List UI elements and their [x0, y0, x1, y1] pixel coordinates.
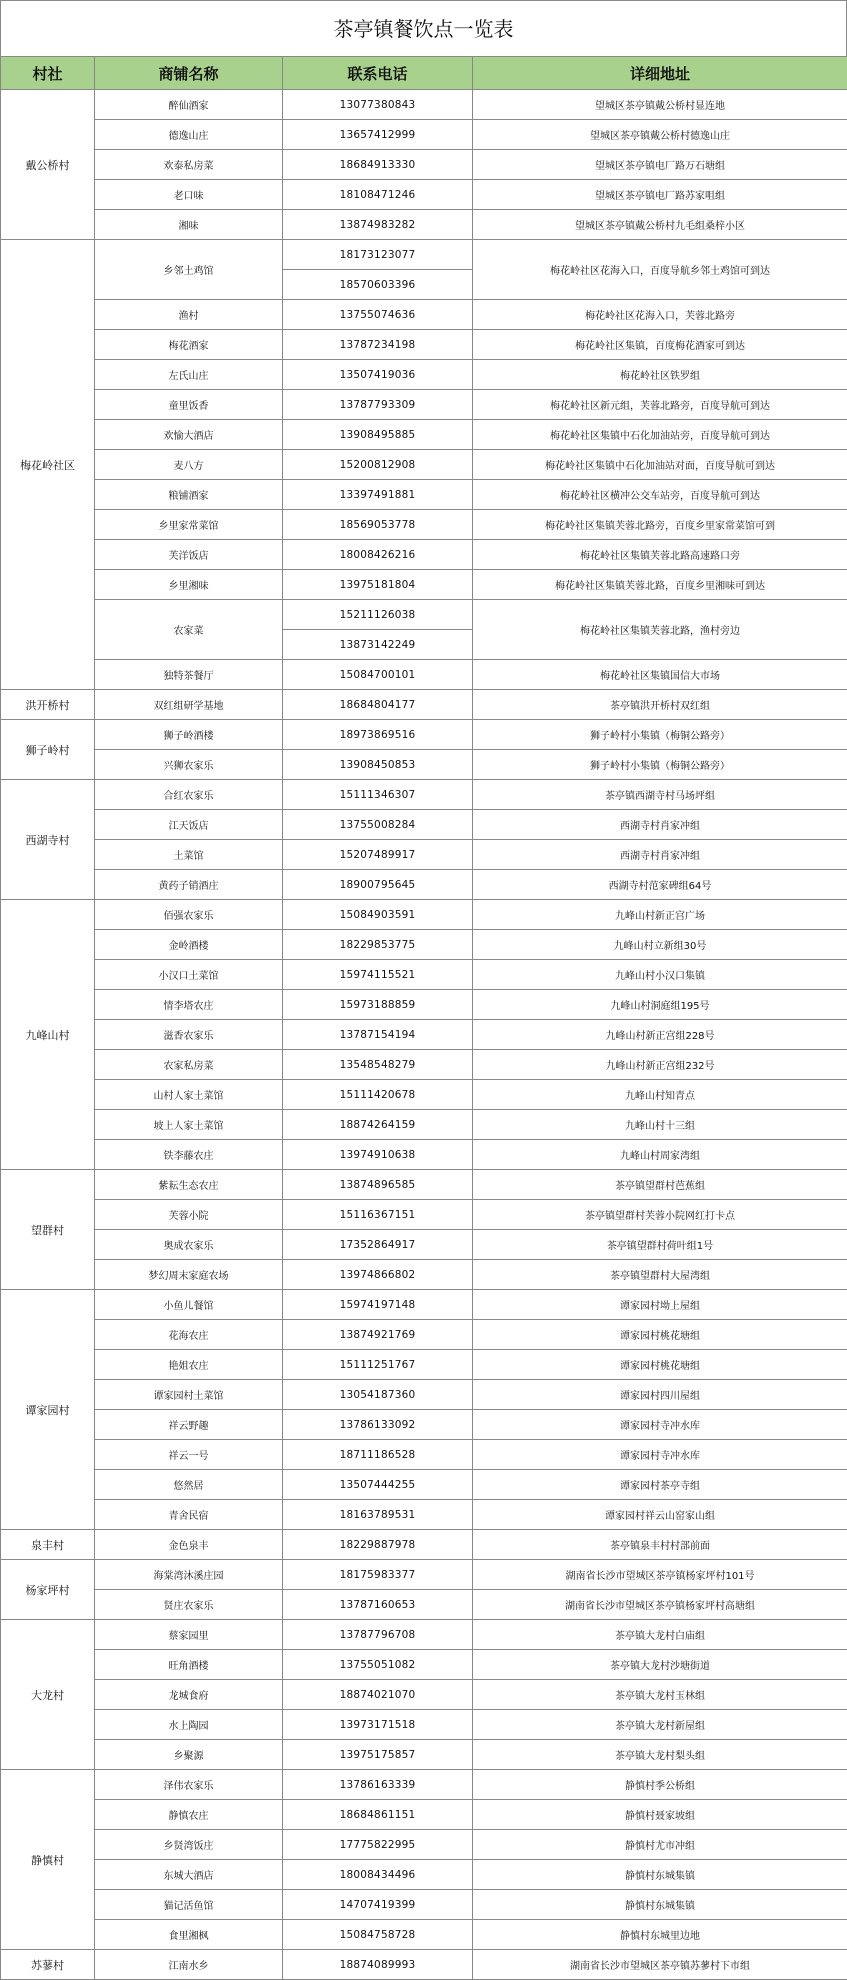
address-cell: 静慎村东城集镇: [473, 1860, 847, 1890]
shop-name-cell: 食里湘枫: [95, 1920, 283, 1950]
table-row: [1, 1650, 847, 1680]
shop-name-cell: 海棠湾沐溪庄园: [95, 1560, 283, 1590]
address-cell: 狮子岭村小集镇（梅铜公路旁）: [473, 750, 847, 780]
address-cell: 茶亭镇大龙村梨头组: [473, 1740, 847, 1770]
village-cell: 洪开桥村: [1, 690, 95, 720]
address-cell: 梅花岭社区集镇中石化加油站旁，百度导航可到达: [473, 420, 847, 450]
table-body: [1, 90, 847, 1980]
table-row: [1, 870, 847, 900]
phone-cell: 13077380843: [283, 90, 473, 120]
address-cell: 九峰山村十三组: [473, 1110, 847, 1140]
address-cell: 九峰山村洞庭组195号: [473, 990, 847, 1020]
phone-cell: 13787793309: [283, 390, 473, 420]
table-row: [1, 1740, 847, 1770]
table-row: [1, 1020, 847, 1050]
table-row: [1, 660, 847, 690]
table-row: [1, 1710, 847, 1740]
village-cell: 梅花岭社区: [1, 240, 95, 690]
phone-cell: 13786163339: [283, 1770, 473, 1800]
phone-cell: 14707419399: [283, 1890, 473, 1920]
shop-name-cell: 江天饭店: [95, 810, 283, 840]
table-row: [1, 1260, 847, 1290]
table-row: [1, 240, 847, 270]
address-cell: 望城区茶亭镇戴公桥村显连地: [473, 90, 847, 120]
table-row: [1, 720, 847, 750]
address-cell: 梅花岭社区花海入口，芙蓉北路旁: [473, 300, 847, 330]
shop-name-cell: 旺角酒楼: [95, 1650, 283, 1680]
phone-cell: 15207489917: [283, 840, 473, 870]
header-shop-name: 商铺名称: [95, 57, 283, 90]
table-row: [1, 1920, 847, 1950]
table-row: [1, 1110, 847, 1140]
phone-cell: 18569053778: [283, 510, 473, 540]
address-cell: 望城区茶亭镇电厂路万石塘组: [473, 150, 847, 180]
phone-cell: 13507444255: [283, 1470, 473, 1500]
village-cell: 大龙村: [1, 1620, 95, 1770]
shop-name-cell: 双红组研学基地: [95, 690, 283, 720]
phone-cell: 13755074636: [283, 300, 473, 330]
header-phone: 联系电话: [283, 57, 473, 90]
phone-cell: 13874896585: [283, 1170, 473, 1200]
table-row: [1, 1230, 847, 1260]
village-cell: 望群村: [1, 1170, 95, 1290]
shop-name-cell: 紫耘生态农庄: [95, 1170, 283, 1200]
shop-name-cell: 乡邻土鸡馆: [95, 240, 283, 300]
address-cell: 湖南省长沙市望城区茶亭镇杨家坪村101号: [473, 1560, 847, 1590]
phone-cell: 13548548279: [283, 1050, 473, 1080]
header-address: 详细地址: [473, 57, 847, 90]
table-row: [1, 1620, 847, 1650]
table-row: [1, 1350, 847, 1380]
table-row: [1, 1440, 847, 1470]
phone-cell: 18175983377: [283, 1560, 473, 1590]
table-row: [1, 990, 847, 1020]
shop-name-cell: 滋香农家乐: [95, 1020, 283, 1050]
address-cell: 静慎村聂家坡组: [473, 1800, 847, 1830]
phone-cell: 13908450853: [283, 750, 473, 780]
shop-name-cell: 谭家园村土菜馆: [95, 1380, 283, 1410]
address-cell: 茶亭镇望群村芭蕉组: [473, 1170, 847, 1200]
shop-name-cell: 黄药子销酒庄: [95, 870, 283, 900]
table-row: [1, 150, 847, 180]
shop-name-cell: 芙蓉小院: [95, 1200, 283, 1230]
phone-cell: 13874921769: [283, 1320, 473, 1350]
shop-name-cell: 乡聚源: [95, 1740, 283, 1770]
table-row: [1, 210, 847, 240]
phone-cell: 18173123077: [283, 240, 473, 270]
address-cell: 茶亭镇望群村大屋湾组: [473, 1260, 847, 1290]
address-cell: 梅花岭社区集镇芙蓉北路高速路口旁: [473, 540, 847, 570]
address-cell: 谭家园村坳上屋组: [473, 1290, 847, 1320]
shop-name-cell: 祥云野趣: [95, 1410, 283, 1440]
village-cell: 戴公桥村: [1, 90, 95, 240]
shop-name-cell: 小汉口土菜馆: [95, 960, 283, 990]
phone-cell: 18684913330: [283, 150, 473, 180]
table-row: [1, 1680, 847, 1710]
table-row: [1, 510, 847, 540]
address-cell: 静慎村东城里边地: [473, 1920, 847, 1950]
address-cell: 静慎村尤市冲组: [473, 1830, 847, 1860]
header-row: [1, 57, 847, 90]
shop-name-cell: 水上陶园: [95, 1710, 283, 1740]
table-row: [1, 1470, 847, 1500]
phone-cell: 13786133092: [283, 1410, 473, 1440]
phone-cell: 13974866802: [283, 1260, 473, 1290]
shop-name-cell: 麦八方: [95, 450, 283, 480]
phone-cell: 13973171518: [283, 1710, 473, 1740]
shop-name-cell: 泽伟农家乐: [95, 1770, 283, 1800]
phone-cell: 18229887978: [283, 1530, 473, 1560]
table-row: [1, 1050, 847, 1080]
shop-name-cell: 醉仙酒家: [95, 90, 283, 120]
phone-cell: 13397491881: [283, 480, 473, 510]
phone-cell: 13974910638: [283, 1140, 473, 1170]
address-cell: 梅花岭社区横冲公交车站旁，百度导航可到达: [473, 480, 847, 510]
shop-name-cell: 艳姐农庄: [95, 1350, 283, 1380]
village-cell: 杨家坪村: [1, 1560, 95, 1620]
table-row: [1, 1140, 847, 1170]
phone-cell: 18008426216: [283, 540, 473, 570]
phone-cell: 18874021070: [283, 1680, 473, 1710]
table-row: [1, 600, 847, 630]
table-row: [1, 1500, 847, 1530]
address-cell: 梅花岭社区集镇国信大市场: [473, 660, 847, 690]
shop-name-cell: 粮铺酒家: [95, 480, 283, 510]
phone-cell: 18163789531: [283, 1500, 473, 1530]
shop-name-cell: 农家私房菜: [95, 1050, 283, 1080]
table-row: [1, 840, 847, 870]
phone-cell: 15084758728: [283, 1920, 473, 1950]
address-cell: 谭家园村茶亭寺组: [473, 1470, 847, 1500]
shop-name-cell: 山村人家土菜馆: [95, 1080, 283, 1110]
address-cell: 谭家园村寺冲水库: [473, 1440, 847, 1470]
table-row: [1, 780, 847, 810]
address-cell: 望城区茶亭镇电厂路苏家咀组: [473, 180, 847, 210]
shop-name-cell: 龙城食府: [95, 1680, 283, 1710]
phone-cell: 13874983282: [283, 210, 473, 240]
phone-cell: 13975181804: [283, 570, 473, 600]
village-cell: 谭家园村: [1, 1290, 95, 1530]
phone-cell: 18874264159: [283, 1110, 473, 1140]
phone-cell: 15116367151: [283, 1200, 473, 1230]
shop-name-cell: 芙洋饭店: [95, 540, 283, 570]
table-row: [1, 450, 847, 480]
phone-cell: 15974115521: [283, 960, 473, 990]
address-cell: 梅花岭社区集镇芙蓉北路旁，百度乡里家常菜馆可到: [473, 510, 847, 540]
address-cell: 茶亭镇望群村荷叶组1号: [473, 1230, 847, 1260]
village-cell: 九峰山村: [1, 900, 95, 1170]
table-row: [1, 1590, 847, 1620]
phone-cell: 15084700101: [283, 660, 473, 690]
phone-cell: 13873142249: [283, 630, 473, 660]
address-cell: 茶亭镇泉丰村村部前面: [473, 1530, 847, 1560]
shop-name-cell: 蔡家园里: [95, 1620, 283, 1650]
shop-name-cell: 金岭酒楼: [95, 930, 283, 960]
shop-name-cell: 左氏山庄: [95, 360, 283, 390]
shop-name-cell: 德逸山庄: [95, 120, 283, 150]
address-cell: 望城区茶亭镇戴公桥村德逸山庄: [473, 120, 847, 150]
shop-name-cell: 坡上人家土菜馆: [95, 1110, 283, 1140]
table-row: [1, 1830, 847, 1860]
phone-cell: 13787154194: [283, 1020, 473, 1050]
phone-cell: 13787234198: [283, 330, 473, 360]
address-cell: 茶亭镇洪开桥村双红组: [473, 690, 847, 720]
phone-cell: 18570603396: [283, 270, 473, 300]
address-cell: 茶亭镇大龙村白庙组: [473, 1620, 847, 1650]
address-cell: 九峰山村新正宫广场: [473, 900, 847, 930]
phone-cell: 18684861151: [283, 1800, 473, 1830]
shop-name-cell: 乡里家常菜馆: [95, 510, 283, 540]
phone-cell: 18108471246: [283, 180, 473, 210]
table-row: [1, 480, 847, 510]
address-cell: 湖南省长沙市望城区茶亭镇苏蓼村下市组: [473, 1950, 847, 1980]
shop-name-cell: 欢泰私房菜: [95, 150, 283, 180]
phone-cell: 13507419036: [283, 360, 473, 390]
address-cell: 谭家园村桃花塘组: [473, 1320, 847, 1350]
address-cell: 狮子岭村小集镇（梅铜公路旁）: [473, 720, 847, 750]
phone-cell: 13908495885: [283, 420, 473, 450]
shop-name-cell: 奥成农家乐: [95, 1230, 283, 1260]
shop-name-cell: 狮子岭酒楼: [95, 720, 283, 750]
table-row: [1, 900, 847, 930]
phone-cell: 13657412999: [283, 120, 473, 150]
shop-name-cell: 东城大酒店: [95, 1860, 283, 1890]
table-row: [1, 1080, 847, 1110]
table-row: [1, 180, 847, 210]
shop-name-cell: 猫记活鱼馆: [95, 1890, 283, 1920]
shop-name-cell: 农家菜: [95, 600, 283, 660]
address-cell: 九峰山村知青点: [473, 1080, 847, 1110]
address-cell: 谭家园村桃花塘组: [473, 1350, 847, 1380]
table-row: [1, 570, 847, 600]
phone-cell: 18229853775: [283, 930, 473, 960]
phone-cell: 15111251767: [283, 1350, 473, 1380]
table-row: [1, 1410, 847, 1440]
address-cell: 静慎村东城集镇: [473, 1890, 847, 1920]
phone-cell: 13755008284: [283, 810, 473, 840]
address-cell: 梅花岭社区集镇芙蓉北路，百度乡里湘味可到达: [473, 570, 847, 600]
table-row: [1, 1200, 847, 1230]
shop-name-cell: 乡贤湾饭庄: [95, 1830, 283, 1860]
phone-cell: 15200812908: [283, 450, 473, 480]
table-row: [1, 810, 847, 840]
table-row: [1, 360, 847, 390]
shop-name-cell: 童里饭香: [95, 390, 283, 420]
phone-cell: 18008434496: [283, 1860, 473, 1890]
table-row: [1, 1950, 847, 1980]
village-cell: 静慎村: [1, 1770, 95, 1950]
phone-cell: 13755051082: [283, 1650, 473, 1680]
shop-name-cell: 欢愉大酒店: [95, 420, 283, 450]
address-cell: 九峰山村新正宫组228号: [473, 1020, 847, 1050]
shop-name-cell: 贤庄农家乐: [95, 1590, 283, 1620]
table-row: [1, 120, 847, 150]
address-cell: 湖南省长沙市望城区茶亭镇杨家坪村高塘组: [473, 1590, 847, 1620]
address-cell: 静慎村季公桥组: [473, 1770, 847, 1800]
table-row: [1, 1770, 847, 1800]
address-cell: 谭家园村寺冲水库: [473, 1410, 847, 1440]
phone-cell: 13975175857: [283, 1740, 473, 1770]
shop-name-cell: 铁李藤农庄: [95, 1140, 283, 1170]
table-row: [1, 1890, 847, 1920]
address-cell: 茶亭镇大龙村玉林组: [473, 1680, 847, 1710]
header-village: 村社: [1, 57, 95, 90]
address-cell: 茶亭镇大龙村沙塘街道: [473, 1650, 847, 1680]
table-row: [1, 300, 847, 330]
address-cell: 梅花岭社区花海入口，百度导航乡邻土鸡馆可到达: [473, 240, 847, 300]
shop-name-cell: 湘味: [95, 210, 283, 240]
address-cell: 西湖寺村肖家冲组: [473, 810, 847, 840]
phone-cell: 18684804177: [283, 690, 473, 720]
shop-name-cell: 渔村: [95, 300, 283, 330]
phone-cell: 15974197148: [283, 1290, 473, 1320]
restaurant-table: [0, 56, 847, 1980]
address-cell: 茶亭镇大龙村新屋组: [473, 1710, 847, 1740]
phone-cell: 18900795645: [283, 870, 473, 900]
address-cell: 梅花岭社区集镇芙蓉北路，渔村旁边: [473, 600, 847, 660]
table-row: [1, 1170, 847, 1200]
address-cell: 望城区茶亭镇戴公桥村九毛组桑梓小区: [473, 210, 847, 240]
shop-name-cell: 梅花酒家: [95, 330, 283, 360]
address-cell: 梅花岭社区集镇，百度梅花酒家可到达: [473, 330, 847, 360]
shop-name-cell: 江南水乡: [95, 1950, 283, 1980]
village-cell: 苏蓼村: [1, 1950, 95, 1980]
phone-cell: 15211126038: [283, 600, 473, 630]
phone-cell: 17775822995: [283, 1830, 473, 1860]
address-cell: 梅花岭社区新元组，芙蓉北路旁，百度导航可到达: [473, 390, 847, 420]
shop-name-cell: 金色泉丰: [95, 1530, 283, 1560]
shop-name-cell: 乡里湘味: [95, 570, 283, 600]
address-cell: 西湖寺村范家碑组64号: [473, 870, 847, 900]
phone-cell: 15111420678: [283, 1080, 473, 1110]
phone-cell: 15111346307: [283, 780, 473, 810]
address-cell: 九峰山村周家湾组: [473, 1140, 847, 1170]
shop-name-cell: 青舍民宿: [95, 1500, 283, 1530]
address-cell: 九峰山村立新组30号: [473, 930, 847, 960]
phone-cell: 13054187360: [283, 1380, 473, 1410]
phone-cell: 13787160653: [283, 1590, 473, 1620]
address-cell: 梅花岭社区铁罗组: [473, 360, 847, 390]
shop-name-cell: 梦幻周末家庭农场: [95, 1260, 283, 1290]
address-cell: 谭家园村祥云山窑家山组: [473, 1500, 847, 1530]
address-cell: 谭家园村四川屋组: [473, 1380, 847, 1410]
table-row: [1, 1320, 847, 1350]
address-cell: 九峰山村小汉口集镇: [473, 960, 847, 990]
table-row: [1, 690, 847, 720]
address-cell: 茶亭镇望群村芙蓉小院网红打卡点: [473, 1200, 847, 1230]
shop-name-cell: 老口味: [95, 180, 283, 210]
shop-name-cell: 土菜馆: [95, 840, 283, 870]
shop-name-cell: 小鱼儿餐馆: [95, 1290, 283, 1320]
shop-name-cell: 独特茶餐厅: [95, 660, 283, 690]
shop-name-cell: 佰强农家乐: [95, 900, 283, 930]
address-cell: 西湖寺村肖家冲组: [473, 840, 847, 870]
address-cell: 梅花岭社区集镇中石化加油站对面，百度导航可到达: [473, 450, 847, 480]
table-row: [1, 1290, 847, 1320]
shop-name-cell: 合红农家乐: [95, 780, 283, 810]
table-row: [1, 930, 847, 960]
shop-name-cell: 祥云一号: [95, 1440, 283, 1470]
village-cell: 狮子岭村: [1, 720, 95, 780]
address-cell: 九峰山村新正宫组232号: [473, 1050, 847, 1080]
table-row: [1, 1800, 847, 1830]
shop-name-cell: 静慎农庄: [95, 1800, 283, 1830]
table-row: [1, 90, 847, 120]
table-row: [1, 390, 847, 420]
table-row: [1, 420, 847, 450]
table-row: [1, 540, 847, 570]
phone-cell: 15973188859: [283, 990, 473, 1020]
shop-name-cell: 情李塔农庄: [95, 990, 283, 1020]
village-cell: 泉丰村: [1, 1530, 95, 1560]
page-title: 茶亭镇餐饮点一览表: [0, 0, 847, 56]
phone-cell: 18711186528: [283, 1440, 473, 1470]
table-row: [1, 1530, 847, 1560]
shop-name-cell: 悠然居: [95, 1470, 283, 1500]
table-row: [1, 1560, 847, 1590]
phone-cell: 15084903591: [283, 900, 473, 930]
table-row: [1, 750, 847, 780]
phone-cell: 13787796708: [283, 1620, 473, 1650]
shop-name-cell: 花海农庄: [95, 1320, 283, 1350]
table-row: [1, 1860, 847, 1890]
phone-cell: 18973869516: [283, 720, 473, 750]
address-cell: 茶亭镇西湖寺村马场坪组: [473, 780, 847, 810]
table-row: [1, 1380, 847, 1410]
shop-name-cell: 兴狮农家乐: [95, 750, 283, 780]
table-row: [1, 960, 847, 990]
phone-cell: 17352864917: [283, 1230, 473, 1260]
table-row: [1, 330, 847, 360]
village-cell: 西湖寺村: [1, 780, 95, 900]
phone-cell: 18874089993: [283, 1950, 473, 1980]
